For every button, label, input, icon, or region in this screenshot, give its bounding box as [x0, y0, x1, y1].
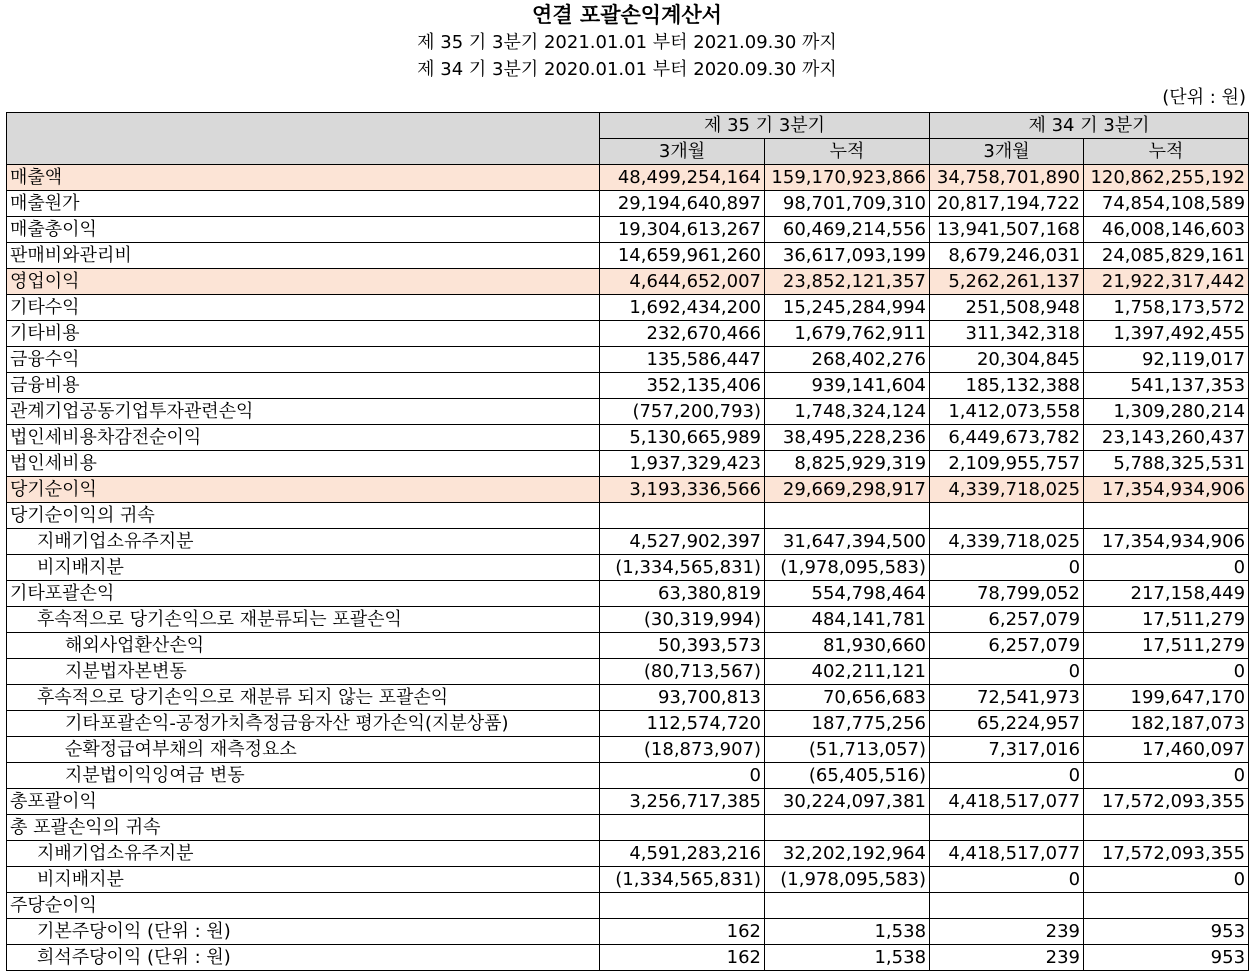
cell-current-3month [600, 815, 765, 841]
row-label: 총포괄이익 [7, 789, 600, 815]
table-row [7, 295, 1249, 321]
table-row [7, 503, 1249, 529]
cell-current-cumulative: 36,617,093,199 [765, 243, 930, 269]
row-label: 법인세비용 [7, 451, 600, 477]
cell-current-3month: 48,499,254,164 [600, 165, 765, 191]
cell-prior-cumulative: 182,187,073 [1084, 711, 1249, 737]
cell-prior-cumulative: 17,511,279 [1084, 607, 1249, 633]
cell-current-3month: 162 [600, 945, 765, 971]
row-label: 기타수익 [7, 295, 600, 321]
row-label: 판매비와관리비 [7, 243, 600, 269]
cell-current-cumulative: 554,798,464 [765, 581, 930, 607]
table-row [7, 477, 1249, 503]
cell-prior-3month: 239 [930, 919, 1084, 945]
cell-current-3month: 1,692,434,200 [600, 295, 765, 321]
cell-prior-3month: 4,339,718,025 [930, 477, 1084, 503]
period-prior: 제 34 기 3분기 2020.01.01 부터 2020.09.30 까지 [417, 59, 837, 80]
row-label: 해외사업환산손익 [7, 633, 600, 659]
table-row [7, 217, 1249, 243]
row-label: 영업이익 [7, 269, 600, 295]
cell-current-cumulative: 81,930,660 [765, 633, 930, 659]
cell-prior-3month: 185,132,388 [930, 373, 1084, 399]
cell-current-3month: 0 [600, 763, 765, 789]
table-body [7, 165, 1249, 971]
table-row [7, 529, 1249, 555]
cell-prior-cumulative: 17,572,093,355 [1084, 841, 1249, 867]
row-label: 법인세비용차감전순이익 [7, 425, 600, 451]
cell-current-cumulative [765, 503, 930, 529]
cell-current-3month: 4,591,283,216 [600, 841, 765, 867]
cell-current-3month: (18,873,907) [600, 737, 765, 763]
cell-prior-3month: 239 [930, 945, 1084, 971]
row-label: 총 포괄손익의 귀속 [7, 815, 600, 841]
cell-prior-3month: 20,304,845 [930, 347, 1084, 373]
table-row [7, 841, 1249, 867]
cell-current-3month: 3,193,336,566 [600, 477, 765, 503]
cell-prior-cumulative: 1,397,492,455 [1084, 321, 1249, 347]
table-row [7, 607, 1249, 633]
cell-current-3month [600, 893, 765, 919]
cell-prior-3month: 251,508,948 [930, 295, 1084, 321]
cell-prior-3month: 311,342,318 [930, 321, 1084, 347]
cell-prior-cumulative: 21,922,317,442 [1084, 269, 1249, 295]
row-label: 금융비용 [7, 373, 600, 399]
header-prior-period: 제 34 기 3분기 [930, 113, 1249, 139]
cell-current-cumulative: (1,978,095,583) [765, 867, 930, 893]
header-current-cumulative: 누적 [765, 139, 930, 165]
cell-prior-cumulative: 0 [1084, 555, 1249, 581]
cell-current-3month: 63,380,819 [600, 581, 765, 607]
header-current-3month: 3개월 [600, 139, 765, 165]
table-row [7, 789, 1249, 815]
cell-current-cumulative: 268,402,276 [765, 347, 930, 373]
cell-current-3month: 1,937,329,423 [600, 451, 765, 477]
cell-prior-cumulative: 953 [1084, 945, 1249, 971]
row-label: 매출액 [7, 165, 600, 191]
cell-prior-cumulative: 17,354,934,906 [1084, 529, 1249, 555]
cell-prior-3month: 4,339,718,025 [930, 529, 1084, 555]
row-label: 당기순이익 [7, 477, 600, 503]
header-current-period: 제 35 기 3분기 [600, 113, 930, 139]
cell-current-3month: (1,334,565,831) [600, 867, 765, 893]
cell-current-cumulative: 402,211,121 [765, 659, 930, 685]
cell-prior-3month: 7,317,016 [930, 737, 1084, 763]
table-row [7, 425, 1249, 451]
cell-prior-3month: 4,418,517,077 [930, 841, 1084, 867]
period-current: 제 35 기 3분기 2021.01.01 부터 2021.09.30 까지 [417, 32, 837, 53]
header-prior-3month: 3개월 [930, 139, 1084, 165]
cell-current-3month: (30,319,994) [600, 607, 765, 633]
cell-current-3month: 5,130,665,989 [600, 425, 765, 451]
row-label: 희석주당이익 (단위 : 원) [7, 945, 600, 971]
cell-current-cumulative: 38,495,228,236 [765, 425, 930, 451]
cell-current-3month: 4,644,652,007 [600, 269, 765, 295]
table-row [7, 269, 1249, 295]
cell-current-cumulative: 1,748,324,124 [765, 399, 930, 425]
cell-current-cumulative: (1,978,095,583) [765, 555, 930, 581]
table-row [7, 763, 1249, 789]
row-label: 순확정급여부채의 재측정요소 [7, 737, 600, 763]
cell-prior-cumulative: 74,854,108,589 [1084, 191, 1249, 217]
table-row [7, 191, 1249, 217]
cell-prior-3month: 5,262,261,137 [930, 269, 1084, 295]
cell-prior-cumulative [1084, 503, 1249, 529]
row-label: 매출원가 [7, 191, 600, 217]
cell-current-3month: 4,527,902,397 [600, 529, 765, 555]
table-row [7, 919, 1249, 945]
row-label: 지분법이익잉여금 변동 [7, 763, 600, 789]
cell-prior-cumulative: 24,085,829,161 [1084, 243, 1249, 269]
cell-current-3month: 232,670,466 [600, 321, 765, 347]
cell-prior-cumulative: 17,572,093,355 [1084, 789, 1249, 815]
cell-current-cumulative: 484,141,781 [765, 607, 930, 633]
table-row [7, 321, 1249, 347]
cell-prior-cumulative: 541,137,353 [1084, 373, 1249, 399]
cell-current-3month: 135,586,447 [600, 347, 765, 373]
cell-current-cumulative: 8,825,929,319 [765, 451, 930, 477]
table-row [7, 685, 1249, 711]
table-row [7, 815, 1249, 841]
row-label: 기본주당이익 (단위 : 원) [7, 919, 600, 945]
table-row [7, 451, 1249, 477]
statement-title: 연결 포괄손익계산서 [532, 3, 722, 27]
table-row [7, 633, 1249, 659]
cell-current-cumulative: 187,775,256 [765, 711, 930, 737]
row-label: 비지배지분 [7, 867, 600, 893]
cell-current-cumulative: 70,656,683 [765, 685, 930, 711]
cell-prior-cumulative: 17,460,097 [1084, 737, 1249, 763]
row-label: 기타포괄손익 [7, 581, 600, 607]
cell-prior-3month [930, 503, 1084, 529]
cell-prior-cumulative: 0 [1084, 659, 1249, 685]
cell-prior-3month: 2,109,955,757 [930, 451, 1084, 477]
cell-prior-cumulative: 217,158,449 [1084, 581, 1249, 607]
cell-current-cumulative: 29,669,298,917 [765, 477, 930, 503]
cell-current-cumulative: 60,469,214,556 [765, 217, 930, 243]
table-row [7, 893, 1249, 919]
table-row [7, 659, 1249, 685]
cell-prior-3month: 72,541,973 [930, 685, 1084, 711]
cell-prior-cumulative: 17,511,279 [1084, 633, 1249, 659]
cell-current-cumulative: 15,245,284,994 [765, 295, 930, 321]
cell-prior-3month: 0 [930, 867, 1084, 893]
table-row [7, 555, 1249, 581]
row-label: 당기순이익의 귀속 [7, 503, 600, 529]
cell-prior-3month: 6,449,673,782 [930, 425, 1084, 451]
header-corner [7, 113, 600, 165]
cell-prior-cumulative: 17,354,934,906 [1084, 477, 1249, 503]
cell-prior-3month: 6,257,079 [930, 633, 1084, 659]
cell-prior-cumulative: 46,008,146,603 [1084, 217, 1249, 243]
cell-current-cumulative: 1,679,762,911 [765, 321, 930, 347]
cell-prior-3month [930, 893, 1084, 919]
row-label: 주당순이익 [7, 893, 600, 919]
table-row [7, 581, 1249, 607]
cell-current-3month: 50,393,573 [600, 633, 765, 659]
table-row [7, 711, 1249, 737]
table-row [7, 243, 1249, 269]
cell-current-3month: 19,304,613,267 [600, 217, 765, 243]
cell-current-3month: 3,256,717,385 [600, 789, 765, 815]
cell-current-cumulative: 30,224,097,381 [765, 789, 930, 815]
cell-current-3month: 352,135,406 [600, 373, 765, 399]
cell-current-cumulative: 31,647,394,500 [765, 529, 930, 555]
cell-prior-cumulative: 92,119,017 [1084, 347, 1249, 373]
cell-current-cumulative: 159,170,923,866 [765, 165, 930, 191]
cell-current-3month: (1,334,565,831) [600, 555, 765, 581]
row-label: 지배기업소유주지분 [7, 529, 600, 555]
cell-current-cumulative [765, 815, 930, 841]
cell-current-3month: 162 [600, 919, 765, 945]
table-row [7, 399, 1249, 425]
cell-current-cumulative: (65,405,516) [765, 763, 930, 789]
cell-prior-3month: 1,412,073,558 [930, 399, 1084, 425]
cell-current-cumulative: 1,538 [765, 945, 930, 971]
cell-current-3month: (80,713,567) [600, 659, 765, 685]
cell-prior-cumulative: 120,862,255,192 [1084, 165, 1249, 191]
cell-prior-cumulative: 953 [1084, 919, 1249, 945]
row-label: 후속적으로 당기손익으로 재분류되는 포괄손익 [7, 607, 600, 633]
row-label: 지배기업소유주지분 [7, 841, 600, 867]
cell-prior-cumulative: 199,647,170 [1084, 685, 1249, 711]
cell-current-cumulative: 939,141,604 [765, 373, 930, 399]
cell-prior-cumulative: 23,143,260,437 [1084, 425, 1249, 451]
row-label: 관계기업공동기업투자관련손익 [7, 399, 600, 425]
cell-prior-3month: 8,679,246,031 [930, 243, 1084, 269]
cell-prior-cumulative: 1,758,173,572 [1084, 295, 1249, 321]
cell-prior-3month: 20,817,194,722 [930, 191, 1084, 217]
cell-prior-cumulative: 0 [1084, 867, 1249, 893]
income-statement-table [6, 112, 1249, 971]
cell-current-3month: 112,574,720 [600, 711, 765, 737]
cell-prior-cumulative: 1,309,280,214 [1084, 399, 1249, 425]
row-label: 지분법자본변동 [7, 659, 600, 685]
row-label: 매출총이익 [7, 217, 600, 243]
cell-prior-cumulative [1084, 815, 1249, 841]
table-row [7, 867, 1249, 893]
cell-current-cumulative: 1,538 [765, 919, 930, 945]
row-label: 금융수익 [7, 347, 600, 373]
cell-prior-3month: 13,941,507,168 [930, 217, 1084, 243]
table-row [7, 347, 1249, 373]
cell-prior-cumulative [1084, 893, 1249, 919]
cell-prior-3month: 4,418,517,077 [930, 789, 1084, 815]
unit-label: (단위 : 원) [1162, 87, 1246, 108]
cell-prior-3month: 34,758,701,890 [930, 165, 1084, 191]
cell-current-3month: 29,194,640,897 [600, 191, 765, 217]
table-row [7, 945, 1249, 971]
cell-prior-3month: 6,257,079 [930, 607, 1084, 633]
cell-prior-3month: 78,799,052 [930, 581, 1084, 607]
cell-current-cumulative: (51,713,057) [765, 737, 930, 763]
cell-current-cumulative: 23,852,121,357 [765, 269, 930, 295]
cell-prior-3month: 0 [930, 659, 1084, 685]
cell-current-cumulative [765, 893, 930, 919]
cell-prior-3month: 0 [930, 555, 1084, 581]
row-label: 후속적으로 당기손익으로 재분류 되지 않는 포괄손익 [7, 685, 600, 711]
cell-current-3month: 14,659,961,260 [600, 243, 765, 269]
cell-prior-3month: 65,224,957 [930, 711, 1084, 737]
cell-prior-3month [930, 815, 1084, 841]
table-row [7, 165, 1249, 191]
cell-current-cumulative: 32,202,192,964 [765, 841, 930, 867]
cell-current-cumulative: 98,701,709,310 [765, 191, 930, 217]
row-label: 기타비용 [7, 321, 600, 347]
row-label: 기타포괄손익-공정가치측정금융자산 평가손익(지분상품) [7, 711, 600, 737]
cell-prior-cumulative: 5,788,325,531 [1084, 451, 1249, 477]
cell-current-3month [600, 503, 765, 529]
table-row [7, 737, 1249, 763]
cell-prior-3month: 0 [930, 763, 1084, 789]
cell-prior-cumulative: 0 [1084, 763, 1249, 789]
row-label: 비지배지분 [7, 555, 600, 581]
cell-current-3month: (757,200,793) [600, 399, 765, 425]
cell-current-3month: 93,700,813 [600, 685, 765, 711]
table-row [7, 373, 1249, 399]
header-prior-cumulative: 누적 [1084, 139, 1249, 165]
